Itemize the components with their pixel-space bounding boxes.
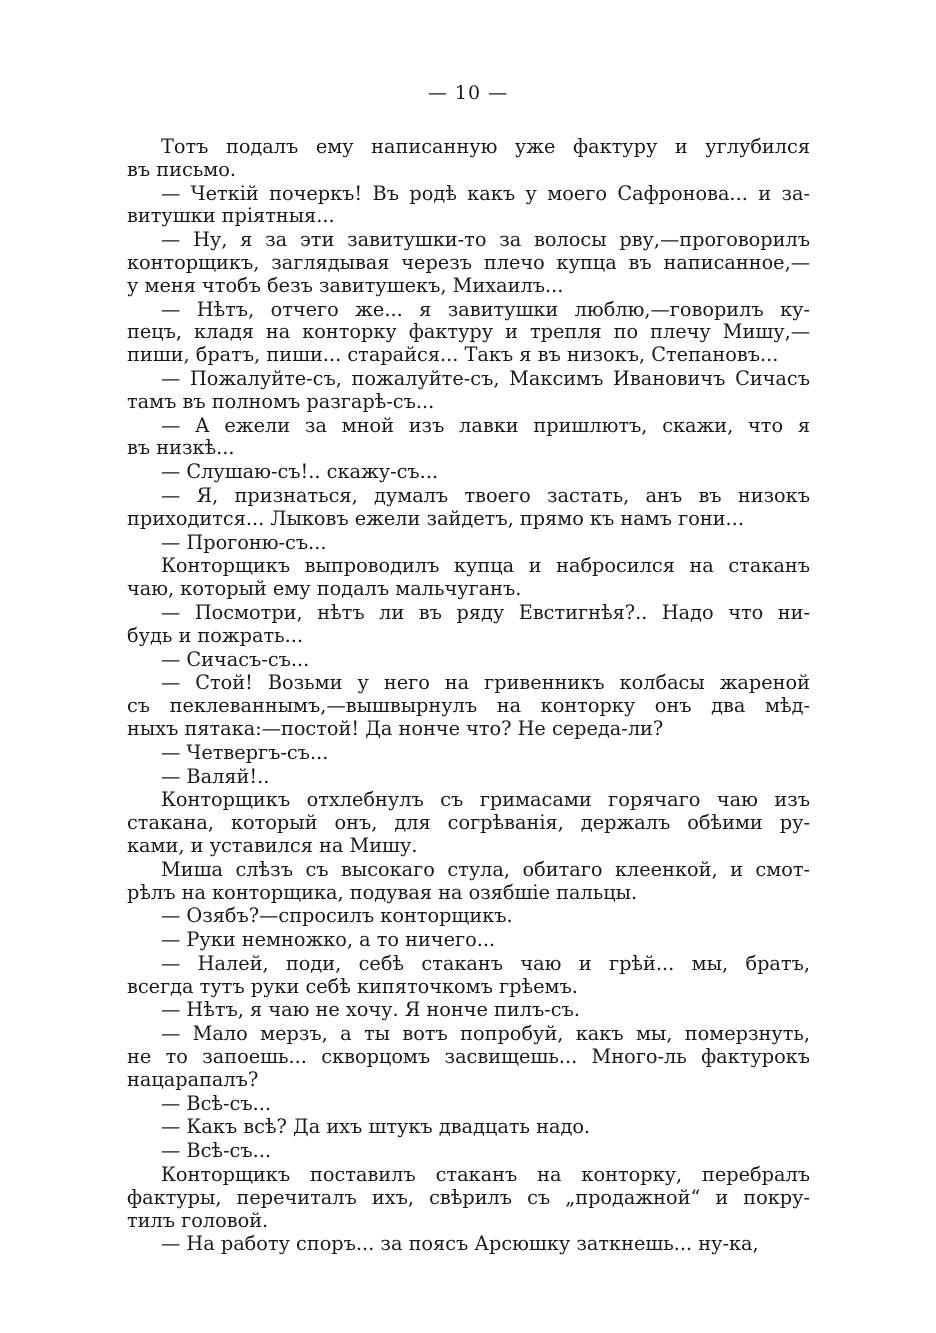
- text-line: чаю, который ему подалъ мальчуганъ.: [127, 578, 522, 601]
- paragraph: [127, 461, 810, 484]
- paragraph: [127, 742, 810, 765]
- text-line: — Слушаю-съ!.. скажу-съ...: [161, 461, 439, 484]
- text-line: — Пожалуйте-съ, пожалуйте-съ, Максимъ Ивановичъ Сичасъ: [161, 367, 810, 390]
- paragraph: [127, 299, 810, 367]
- text-line: — Озябъ?—спросилъ конторщикъ.: [161, 905, 513, 928]
- text-line: фактуры, перечиталъ ихъ, свѣрилъ съ „продажной“ и покру-: [127, 1186, 810, 1209]
- paragraph: [127, 485, 810, 531]
- text-line: ныхъ пятака:—постой! Да нонче что? Не середа-ли?: [127, 717, 664, 740]
- paragraph: [127, 183, 810, 229]
- text-line: — Нѣтъ, отчего же... я завитушки люблю,—говорилъ ку-: [161, 298, 810, 321]
- paragraph: [127, 555, 810, 601]
- paragraph: [127, 905, 810, 928]
- paragraph: [127, 766, 810, 789]
- text-line: въ низкѣ...: [127, 437, 235, 460]
- text-line: тамъ въ полномъ разгарѣ-съ...: [127, 390, 435, 413]
- text-line: — Ну, я за эти завитушки-то за волосы рву,—проговорилъ: [161, 229, 810, 252]
- text-line: — Стой! Возьми у него на гривенникъ колбасы жареной: [161, 672, 810, 695]
- paragraph: [127, 602, 810, 648]
- paragraph: [127, 415, 810, 461]
- paragraph: [127, 649, 810, 672]
- paragraph: [127, 1233, 810, 1256]
- page-number: — 10 —: [427, 82, 509, 104]
- text-line: съ пеклеваннымъ,—вышвырнулъ на конторку онъ два мѣд-: [127, 695, 810, 718]
- text-line: приходится... Лыковъ ежели зайдетъ, прямо къ намъ гони...: [127, 507, 744, 530]
- paragraph: [127, 229, 810, 297]
- paragraph: [127, 859, 810, 905]
- text-line: Тотъ подалъ ему написанную уже фактуру и углубился: [161, 136, 810, 158]
- text-line: — Налей, поди, себѣ стаканъ чаю и грѣй... мы, братъ,: [161, 952, 810, 975]
- text-line: рѣлъ на конторщика, подувая на озябшіе пальцы.: [127, 881, 638, 904]
- paragraph: [127, 1116, 810, 1139]
- paragraph: [127, 789, 810, 857]
- text-line: тилъ головой.: [127, 1209, 269, 1232]
- text-line: въ письмо.: [127, 158, 236, 181]
- paragraph: [127, 1164, 810, 1232]
- paragraph: [127, 1093, 810, 1116]
- text-line: Конторщикъ выпроводилъ купца и набросился на стаканъ: [161, 555, 810, 578]
- text-line: пиши, братъ, пиши... старайся... Такъ я въ низокъ, Степановъ...: [127, 344, 779, 367]
- text-line: конторщикъ, заглядывая черезъ плечо купца въ написанное,—: [127, 251, 810, 274]
- paragraph: [127, 368, 810, 414]
- text-line: Миша слѣзъ съ высокаго стула, обитаго клеенкой, и смот-: [161, 858, 810, 881]
- text-line: у меня чтобъ безъ завитушекъ, Михаилъ...: [127, 274, 564, 297]
- paragraph: [127, 953, 810, 999]
- text-line: — Прогоню-съ...: [161, 531, 327, 554]
- paragraph: [127, 1140, 810, 1163]
- paragraph: [127, 999, 810, 1022]
- text-line: пецъ, кладя на конторку фактуру и трепля по плечу Мишу,—: [127, 321, 810, 344]
- text-line: всегда тутъ руки себѣ кипяточкомъ грѣемъ.: [127, 975, 578, 998]
- paragraph: [127, 1023, 810, 1091]
- text-line: — На работу споръ... за поясъ Арсюшку заткнешь... ну-ка,: [161, 1233, 759, 1256]
- text-line: — Четвергъ-съ...: [161, 741, 329, 764]
- text-line: нацарапалъ?: [127, 1068, 259, 1091]
- text-line: ками, и уставился на Мишу.: [127, 834, 418, 857]
- text-line: не то запоешь... скворцомъ засвищешь... Много-ль фактурокъ: [127, 1046, 810, 1069]
- text-line: витушки пріятныя...: [127, 205, 335, 228]
- text-line: будь и пожрать...: [127, 624, 304, 647]
- paragraph: [127, 929, 810, 952]
- text-line: Конторщикъ отхлебнулъ съ гримасами горячаго чаю изъ: [161, 789, 810, 812]
- text-line: — Всѣ-съ...: [161, 1092, 271, 1115]
- text-line: — Четкій почеркъ! Въ родѣ какъ у моего Сафронова... и за-: [161, 182, 810, 205]
- text-line: — Руки немножко, а то ничего...: [161, 929, 496, 952]
- text-line: — А ежели за мной изъ лавки пришлютъ, скажи, что я: [161, 414, 810, 437]
- paragraph: [127, 532, 810, 555]
- text-line: — Какъ всѣ? Да ихъ штукъ двадцать надо.: [161, 1116, 591, 1139]
- text-line: — Всѣ-съ...: [161, 1140, 271, 1163]
- text-line: — Нѣтъ, я чаю не хочу. Я нонче пилъ-съ.: [161, 999, 580, 1022]
- text-line: — Я, признаться, думалъ твоего застать, анъ въ низокъ: [161, 484, 810, 507]
- text-line: — Посмотри, нѣтъ ли въ ряду Евстигнѣя?.. Надо что ни-: [161, 601, 810, 624]
- text-line: — Мало мерзъ, а ты вотъ попробуй, какъ мы, померзнуть,: [161, 1023, 810, 1046]
- text-line: — Валяй!..: [161, 765, 270, 788]
- text-line: стакана, который онъ, для согрѣванія, держалъ обѣими ру-: [127, 812, 810, 835]
- text-line: — Сичасъ-съ...: [161, 648, 310, 671]
- page-text: [127, 136, 810, 1257]
- paragraph: [127, 136, 810, 182]
- text-line: Конторщикъ поставилъ стаканъ на конторку, перебралъ: [161, 1164, 810, 1187]
- paragraph: [127, 672, 810, 740]
